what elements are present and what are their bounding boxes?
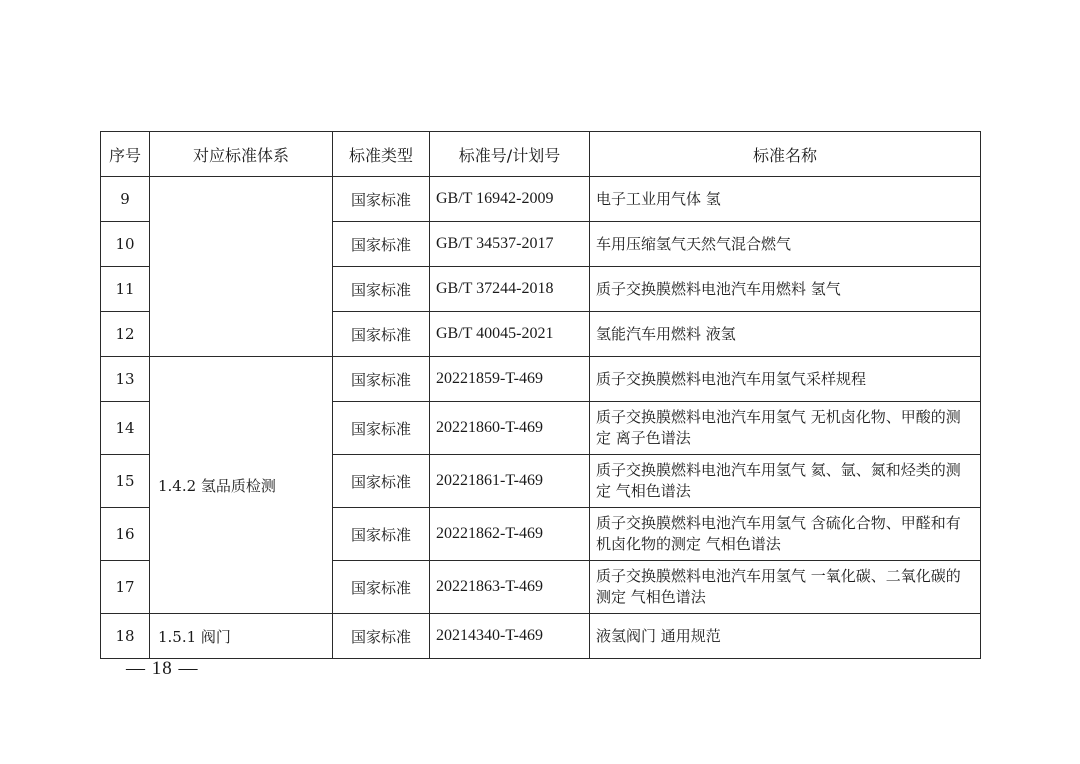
row-seq: 14 xyxy=(101,402,150,455)
row-seq: 13 xyxy=(101,357,150,402)
row-name: 液氢阀门 通用规范 xyxy=(590,614,981,659)
row-code: 20214340-T-469 xyxy=(430,614,590,659)
row-seq: 15 xyxy=(101,455,150,508)
row-seq: 17 xyxy=(101,561,150,614)
row-code: GB/T 40045-2021 xyxy=(430,312,590,357)
standards-table xyxy=(100,131,981,659)
row-name: 质子交换膜燃料电池汽车用燃料 氢气 xyxy=(590,267,981,312)
row-name: 质子交换膜燃料电池汽车用氢气 含硫化合物、甲醛和有机卤化物的测定 气相色谱法 xyxy=(590,508,981,561)
row-type: 国家标准 xyxy=(333,267,430,312)
row-name: 氢能汽车用燃料 液氢 xyxy=(590,312,981,357)
row-code: 20221863-T-469 xyxy=(430,561,590,614)
header-system: 对应标准体系 xyxy=(150,132,333,177)
row-name: 质子交换膜燃料电池汽车用氢气 无机卤化物、甲酸的测定 离子色谱法 xyxy=(590,402,981,455)
table-row xyxy=(101,177,981,222)
row-type: 国家标准 xyxy=(333,614,430,659)
header-type: 标准类型 xyxy=(333,132,430,177)
row-system-group: 1.4.2 氢品质检测 xyxy=(150,357,333,614)
row-name: 质子交换膜燃料电池汽车用氢气 氦、氩、氮和烃类的测定 气相色谱法 xyxy=(590,455,981,508)
row-type: 国家标准 xyxy=(333,177,430,222)
row-type: 国家标准 xyxy=(333,561,430,614)
row-code: 20221862-T-469 xyxy=(430,508,590,561)
row-type: 国家标准 xyxy=(333,402,430,455)
row-code: 20221859-T-469 xyxy=(430,357,590,402)
row-type: 国家标准 xyxy=(333,222,430,267)
row-type: 国家标准 xyxy=(333,312,430,357)
row-name: 车用压缩氢气天然气混合燃气 xyxy=(590,222,981,267)
header-seq: 序号 xyxy=(101,132,150,177)
table-row xyxy=(101,614,981,659)
row-name: 质子交换膜燃料电池汽车用氢气 一氧化碳、二氧化碳的测定 气相色谱法 xyxy=(590,561,981,614)
header-code: 标准号/计划号 xyxy=(430,132,590,177)
row-code: GB/T 37244-2018 xyxy=(430,267,590,312)
page-number: — 18 — xyxy=(126,658,199,679)
row-code: GB/T 16942-2009 xyxy=(430,177,590,222)
row-code: 20221861-T-469 xyxy=(430,455,590,508)
row-seq: 18 xyxy=(101,614,150,659)
table-header-row xyxy=(101,132,981,177)
row-type: 国家标准 xyxy=(333,357,430,402)
row-seq: 10 xyxy=(101,222,150,267)
row-seq: 12 xyxy=(101,312,150,357)
header-name: 标准名称 xyxy=(590,132,981,177)
row-name: 质子交换膜燃料电池汽车用氢气采样规程 xyxy=(590,357,981,402)
table-row xyxy=(101,357,981,402)
row-seq: 16 xyxy=(101,508,150,561)
row-system-group xyxy=(150,177,333,357)
row-seq: 9 xyxy=(101,177,150,222)
row-code: 20221860-T-469 xyxy=(430,402,590,455)
row-name: 电子工业用气体 氢 xyxy=(590,177,981,222)
row-seq: 11 xyxy=(101,267,150,312)
row-type: 国家标准 xyxy=(333,455,430,508)
row-code: GB/T 34537-2017 xyxy=(430,222,590,267)
row-type: 国家标准 xyxy=(333,508,430,561)
row-system-group: 1.5.1 阀门 xyxy=(150,614,333,659)
